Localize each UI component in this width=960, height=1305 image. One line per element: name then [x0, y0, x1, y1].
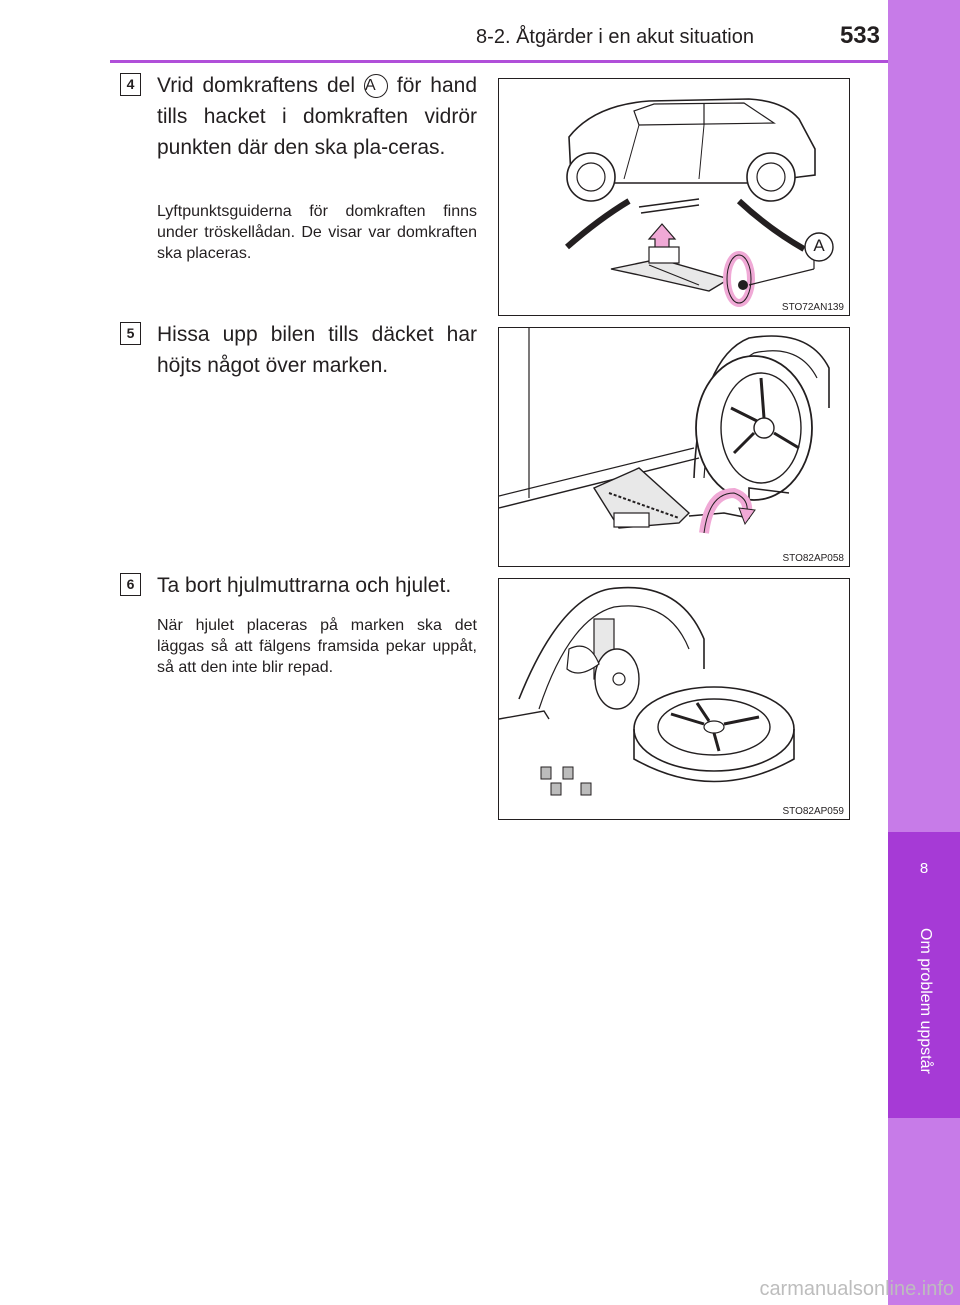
figure-code-2: STO82AP058: [782, 553, 844, 564]
chapter-number: 8: [919, 860, 929, 877]
car-jack-illustration: [499, 79, 849, 315]
step-6-note: När hjulet placeras på marken ska det läggas så att fälgens framsida pekar uppåt, så att den inte blir repad.: [157, 617, 477, 676]
figure-label-a: A: [813, 236, 825, 255]
step-4-text-after: för hand tills hacket i domkraften vidrör punkten där den ska pla-ceras.: [157, 74, 478, 159]
section-title: 8-2. Åtgärder i en akut situation: [476, 26, 754, 48]
figure-lift-car: [498, 327, 850, 567]
chapter-label: Om problem uppstår: [917, 928, 934, 1074]
lift-illustration: [499, 328, 849, 566]
step-number-6: 6: [120, 573, 141, 596]
step-6-text: Ta bort hjulmuttrarna och hjulet.: [157, 574, 452, 597]
marker-a: A: [364, 74, 388, 98]
figure-jack-placement: [498, 78, 850, 316]
step-number-5: 5: [120, 322, 141, 345]
header-divider: [110, 60, 888, 63]
watermark[interactable]: carmanualsonline.info: [759, 1278, 954, 1300]
figure-remove-wheel: [498, 578, 850, 820]
figure-code-1: STO72AN139: [781, 302, 844, 313]
step-4-text: [157, 70, 477, 163]
wheel-removal-illustration: [499, 579, 849, 819]
step-number-4: 4: [120, 73, 141, 96]
step-4-note: Lyftpunktsguiderna för domkraften finns under tröskellådan. De visar var domkraften ska placeras.: [157, 203, 477, 262]
figure-code-3: STO82AP059: [782, 806, 844, 817]
step-5-text: Hissa upp bilen tills däcket har höjts något över marken.: [157, 323, 477, 377]
page-number: 533: [839, 22, 880, 49]
step-4-text-before: Vrid domkraftens del: [157, 74, 355, 97]
